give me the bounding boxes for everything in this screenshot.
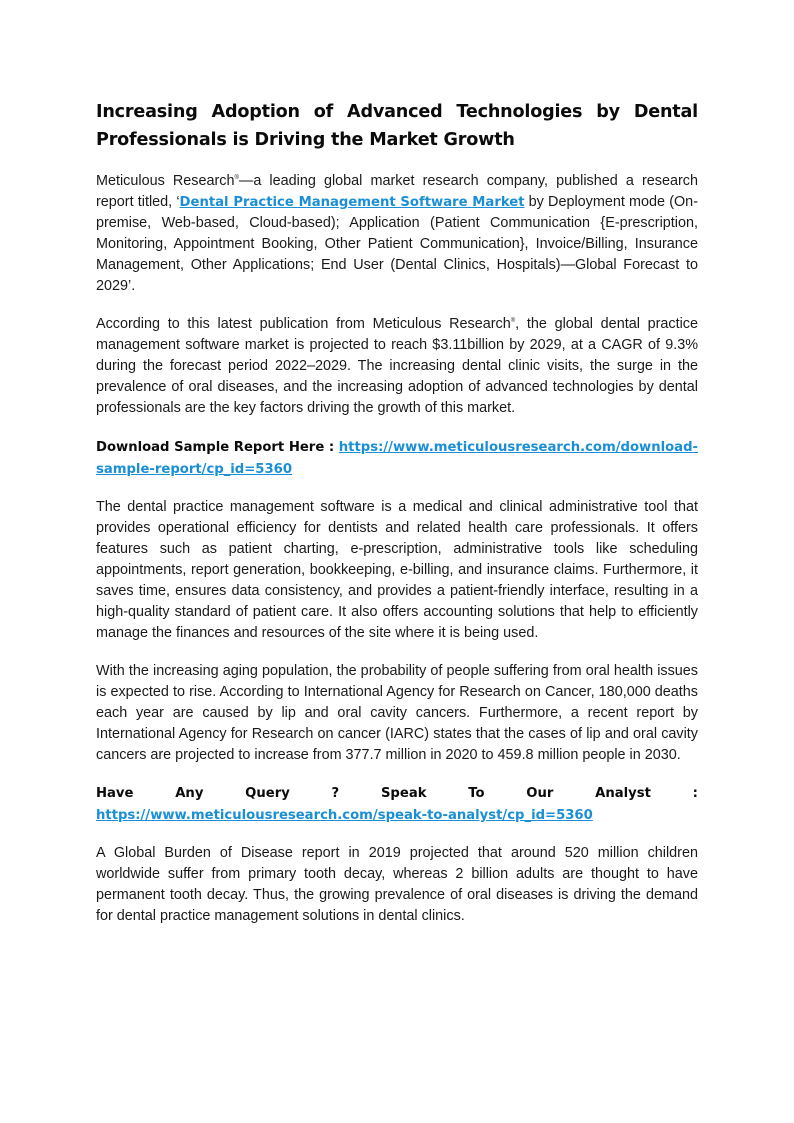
- query-word: To: [468, 786, 485, 801]
- software-description-paragraph: The dental practice management software is a medical and clinical administrative tool that provides operational efficiency for dentists and related health care professionals. It offers features such as patient charting, e-prescription, administrative tools like scheduling appointments, report generation, bookkeeping, e-billing, and insurance claims. Furthermore, it saves time, ensures data consistency, and provides a patient-friendly interface, resulting in a high-quality standard of patient care. It also offers accounting solutions that help to efficiently manage the finances and resources of the site where it is being used.: [96, 499, 698, 641]
- query-word: Our: [526, 786, 554, 801]
- analyst-query-label: [96, 783, 698, 804]
- company-name: Meticulous Research: [96, 173, 235, 189]
- registered-mark: ®: [234, 175, 239, 181]
- forecast-text-start: According to this latest publication from Meticulous Research: [96, 316, 511, 332]
- speak-to-analyst-link[interactable]: https://www.meticulousresearch.com/speak-to-analyst/cp_id=5360: [96, 808, 593, 823]
- query-word: ?: [331, 786, 340, 801]
- oral-health-paragraph: With the increasing aging population, the probability of people suffering from oral health issues is expected to rise. According to International Agency for Research on Cancer, 180,000 deaths each year are caused by lip and oral cavity cancers. Furthermore, a recent report by International Agency for Research on cancer (IARC) states that the cases of lip and oral cavity cancers are projected to increase from 377.7 million in 2020 to 459.8 million people in 2030.: [96, 663, 698, 763]
- download-sample-link[interactable]: https://www.meticulousresearch.com/download-sample-report/cp_id=5360: [96, 440, 698, 477]
- document-page: [96, 98, 698, 944]
- download-sample-label: Download Sample Report Here :: [96, 440, 339, 455]
- query-word: Speak: [380, 786, 427, 801]
- speak-to-analyst-cta: [96, 783, 698, 826]
- query-word: Have: [96, 786, 134, 801]
- download-sample-cta: [96, 436, 698, 480]
- query-word: :: [692, 786, 698, 801]
- query-word: Any: [175, 786, 204, 801]
- intro-text-after-link: by Deployment mode (On-premise, Web-based, Cloud-based); Application (Patient Communication {E-prescription, Monitoring, Appointment Booking, Other Patient Communication}, Invoice/Billing, Insurance Management, Other Applications; End User (Dental Clinics, Hospitals)—Global Forecast to 2029’.: [96, 194, 698, 294]
- market-forecast-paragraph: [96, 314, 698, 419]
- intro-paragraph: [96, 171, 698, 297]
- forecast-text-rest: , the global dental practice management software market is projected to reach $3.11billion by 2029, at a CAGR of 9.3% during the forecast period 2022–2029. The increasing dental clinic visits, the surge in the prevalence of oral diseases, and the increasing adoption of advanced technologies by dental professionals are the key factors driving the growth of this market.: [96, 316, 698, 416]
- query-word: Analyst: [595, 786, 651, 801]
- intro-text-before-link: —a leading global market research company, published a research report titled, ‘: [96, 173, 698, 210]
- report-title-link[interactable]: Dental Practice Management Software Market: [179, 195, 525, 210]
- registered-mark: ®: [510, 318, 516, 324]
- global-burden-paragraph: A Global Burden of Disease report in 2019 projected that around 520 million children worldwide suffer from primary tooth decay, whereas 2 billion adults are thought to have permanent tooth decay. Thus, the growing prevalence of oral diseases is driving the demand for dental practice management solutions in dental clinics.: [96, 845, 698, 924]
- query-word: Query: [245, 786, 290, 801]
- document-title: Increasing Adoption of Advanced Technologies by Dental Professionals is Driving the Market Growth: [96, 102, 698, 150]
